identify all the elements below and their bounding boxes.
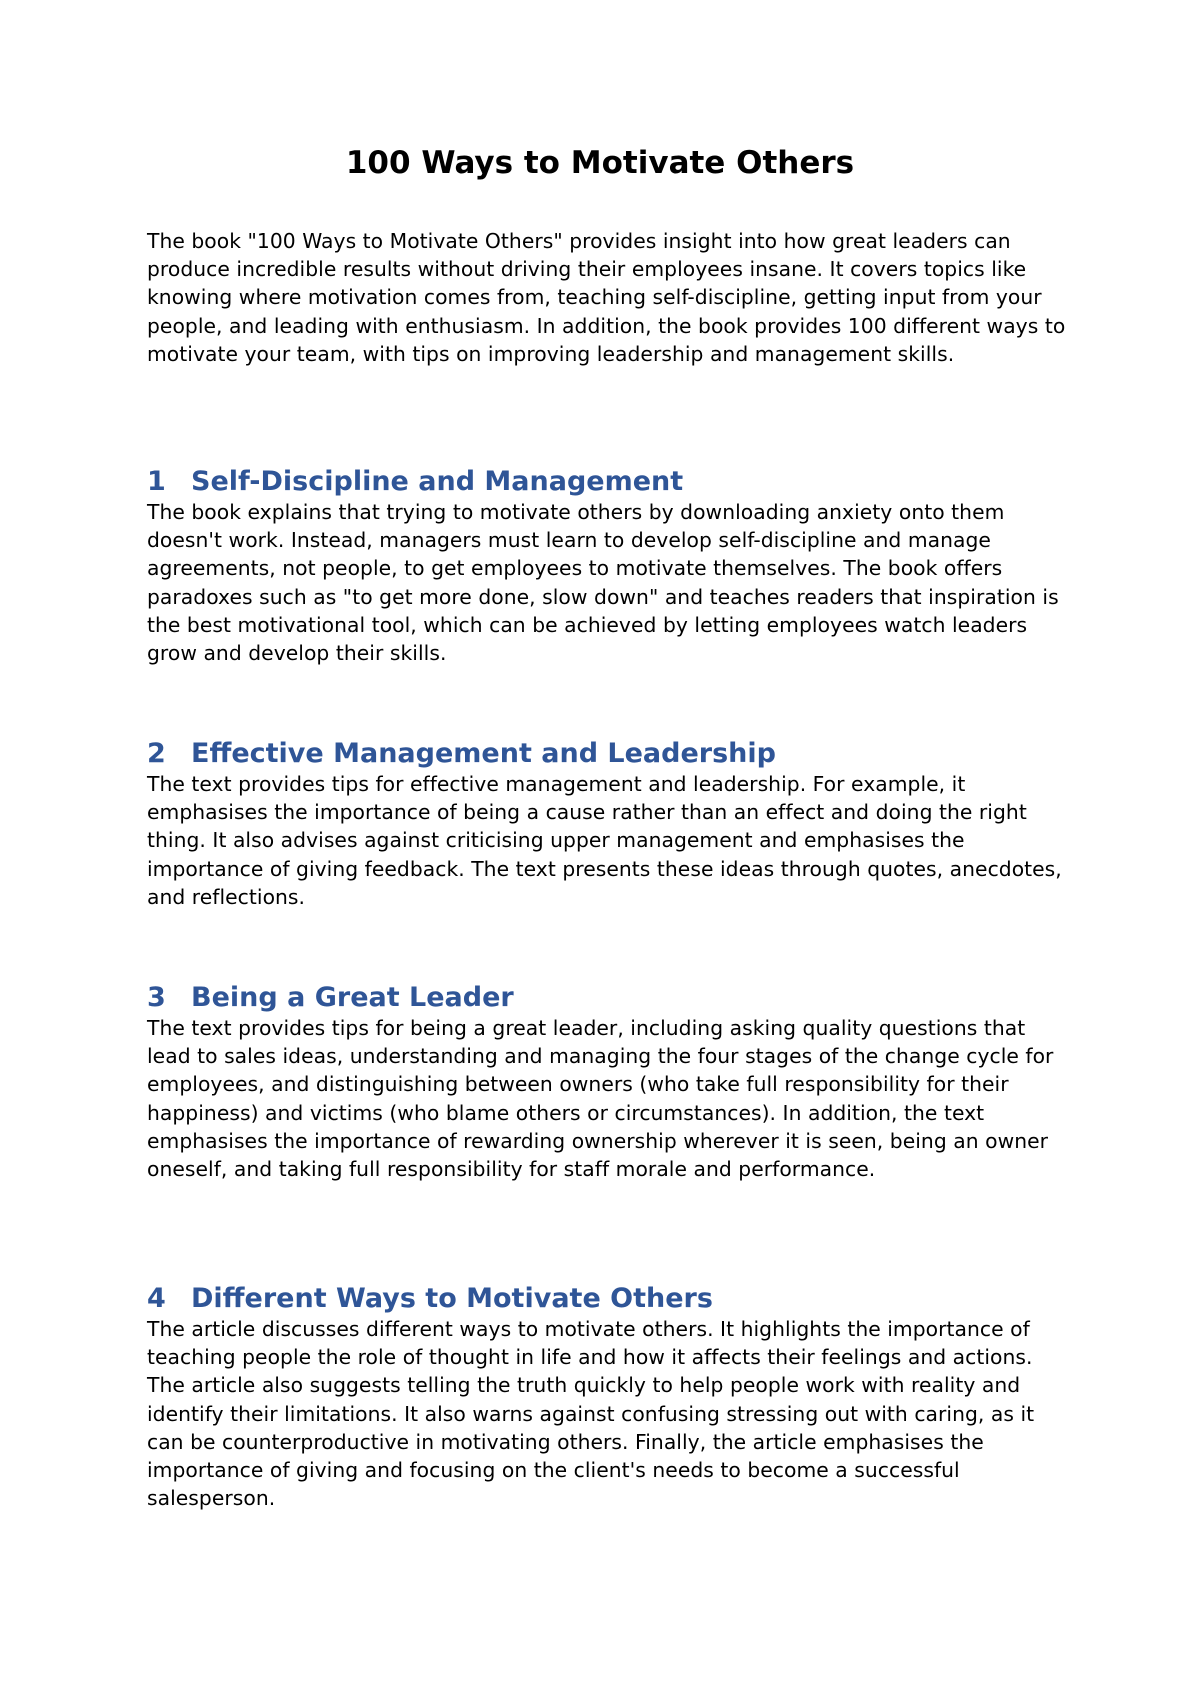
section-body: The book explains that trying to motivate others by downloading anxiety onto them doesn't work. Instead, managers must learn to develop self-discipline and manage agreements, not people, to get employees to motivate themselves. The book offers paradoxes such as "to get more done, slow down" and teaches readers that inspiration is the best motivational tool, which can be achieved by letting employees watch leaders grow and develop their skills. <box>147 500 1059 666</box>
section-number: 2 <box>147 738 166 769</box>
section-heading <box>147 738 1072 770</box>
document-title: 100 Ways to Motivate Others <box>345 145 855 181</box>
section-2 <box>147 738 1072 911</box>
section-heading <box>147 1283 1072 1315</box>
section-title: Effective Management and Leadership <box>191 738 776 769</box>
section-body: The article discusses different ways to motivate others. It highlights the importance of teaching people the role of thought in life and how it affects their feelings and actions. The article also suggests telling the truth quickly to help people work with reality and identify their limitations. It also warns against confusing stressing out with caring, as it can be counterproductive in motivating others. Finally, the article emphasises the importance of giving and focusing on the client's needs to become a successful salesperson. <box>147 1317 1035 1511</box>
section-body: The text provides tips for being a great leader, including asking quality questions that lead to sales ideas, understanding and managing the four stages of the change cycle for employees, and distinguishing between owners (who take full responsibility for their happiness) and victims (who blame others or circumstances). In addition, the text emphasises the importance of rewarding ownership wherever it is seen, being an owner oneself, and taking full responsibility for staff morale and performance. <box>147 1016 1054 1182</box>
section-body: The text provides tips for effective management and leadership. For example, it emphasises the importance of being a cause rather than an effect and doing the right thing. It also advises against criticising upper management and emphasises the importance of giving feedback. The text presents these ideas through quotes, anecdotes, and reflections. <box>147 772 1062 909</box>
section-heading <box>147 466 1072 498</box>
section-title: Different Ways to Motivate Others <box>191 1283 713 1314</box>
section-3 <box>147 982 1072 1183</box>
section-heading <box>147 982 1072 1014</box>
section-number: 3 <box>147 982 166 1013</box>
section-number: 4 <box>147 1283 166 1314</box>
section-title: Self-Discipline and Management <box>191 466 684 497</box>
section-1 <box>147 466 1072 667</box>
section-number: 1 <box>147 466 166 497</box>
section-4 <box>147 1283 1072 1512</box>
section-title: Being a Great Leader <box>191 982 514 1013</box>
intro-paragraph: The book "100 Ways to Motivate Others" provides insight into how great leaders can produce incredible results without driving their employees insane. It covers topics like knowing where motivation comes from, teaching self-discipline, getting input from your people, and leading with enthusiasm. In addition, the book provides 100 different ways to motivate your team, with tips on improving leadership and management skills. <box>147 229 1066 366</box>
